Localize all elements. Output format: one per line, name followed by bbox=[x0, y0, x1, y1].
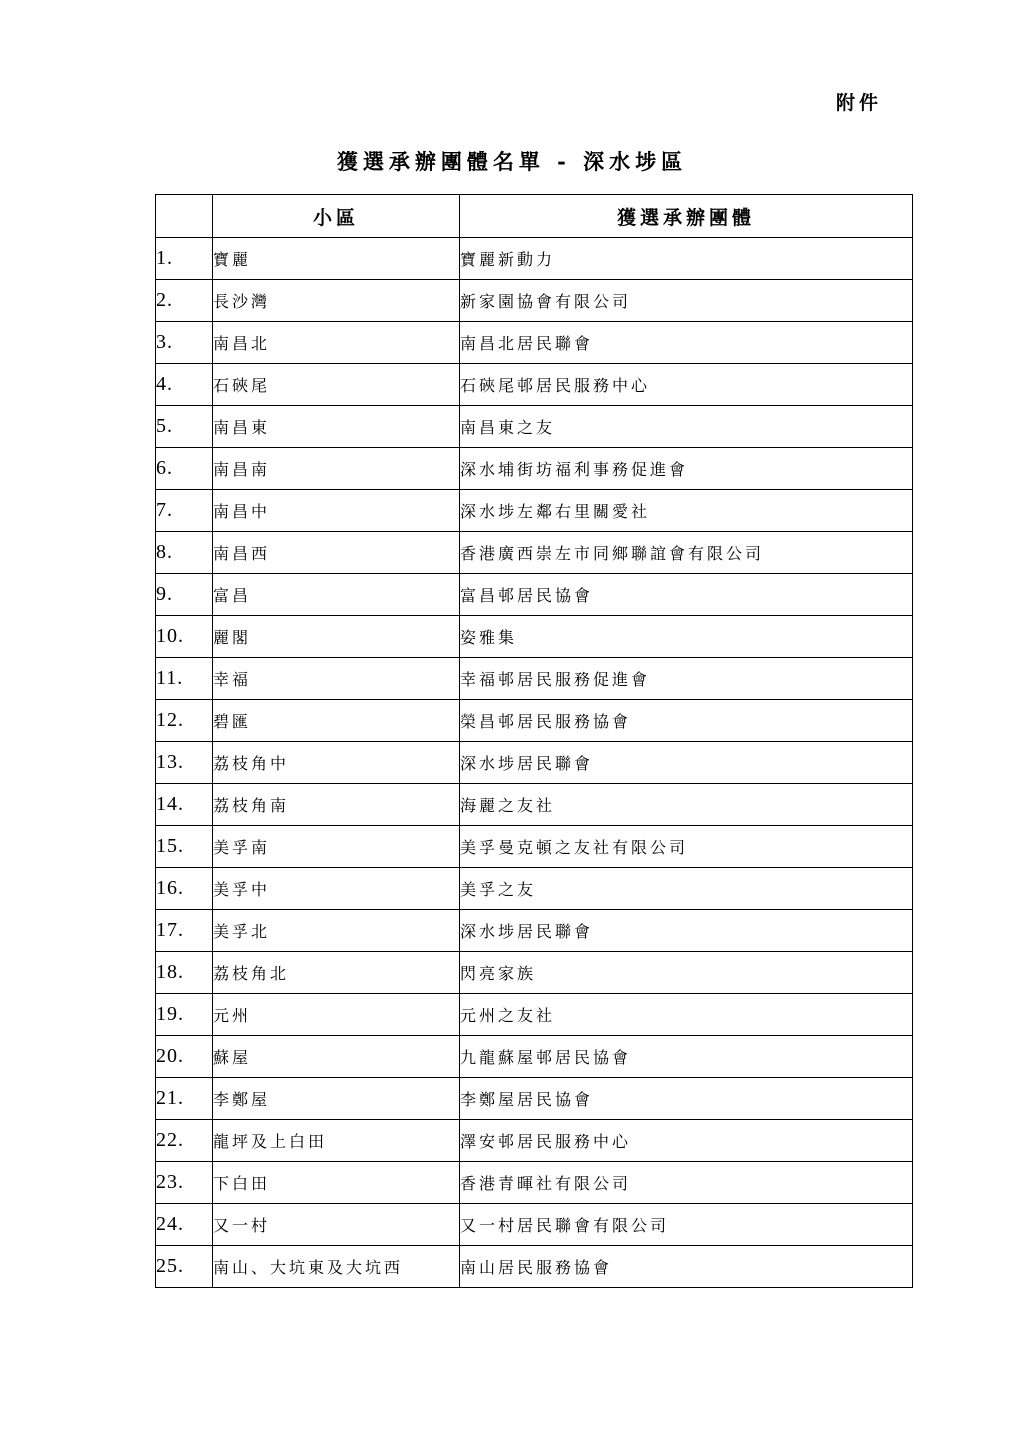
row-number: 21. bbox=[156, 1078, 213, 1120]
table-row bbox=[156, 1036, 913, 1078]
organisation-cell: 寶麗新動力 bbox=[460, 238, 913, 280]
table-row bbox=[156, 238, 913, 280]
district-cell: 南山、大坑東及大坑西 bbox=[213, 1246, 460, 1288]
row-number: 20. bbox=[156, 1036, 213, 1078]
district-cell: 麗閣 bbox=[213, 616, 460, 658]
organisation-cell: 香港青暉社有限公司 bbox=[460, 1162, 913, 1204]
organisation-cell: 富昌邨居民協會 bbox=[460, 574, 913, 616]
row-number: 7. bbox=[156, 490, 213, 532]
table-row bbox=[156, 910, 913, 952]
organisation-cell: 又一村居民聯會有限公司 bbox=[460, 1204, 913, 1246]
district-cell: 南昌中 bbox=[213, 490, 460, 532]
table-row bbox=[156, 448, 913, 490]
district-cell: 下白田 bbox=[213, 1162, 460, 1204]
organisation-cell: 美孚曼克頓之友社有限公司 bbox=[460, 826, 913, 868]
row-number: 8. bbox=[156, 532, 213, 574]
organisation-cell: 李鄭屋居民協會 bbox=[460, 1078, 913, 1120]
organisation-cell: 南昌東之友 bbox=[460, 406, 913, 448]
district-cell: 美孚北 bbox=[213, 910, 460, 952]
organisation-cell: 南昌北居民聯會 bbox=[460, 322, 913, 364]
district-cell: 美孚南 bbox=[213, 826, 460, 868]
organisation-cell: 幸福邨居民服務促進會 bbox=[460, 658, 913, 700]
table-row bbox=[156, 742, 913, 784]
district-cell: 南昌西 bbox=[213, 532, 460, 574]
table-row bbox=[156, 700, 913, 742]
organisation-cell: 海麗之友社 bbox=[460, 784, 913, 826]
row-number: 17. bbox=[156, 910, 213, 952]
row-number: 25. bbox=[156, 1246, 213, 1288]
table-row bbox=[156, 868, 913, 910]
district-cell: 荔枝角北 bbox=[213, 952, 460, 994]
organisation-cell: 九龍蘇屋邨居民協會 bbox=[460, 1036, 913, 1078]
organisation-cell: 新家園協會有限公司 bbox=[460, 280, 913, 322]
district-cell: 又一村 bbox=[213, 1204, 460, 1246]
row-number: 23. bbox=[156, 1162, 213, 1204]
row-number: 4. bbox=[156, 364, 213, 406]
row-number: 24. bbox=[156, 1204, 213, 1246]
organisation-cell: 榮昌邨居民服務協會 bbox=[460, 700, 913, 742]
table-row bbox=[156, 784, 913, 826]
row-number: 16. bbox=[156, 868, 213, 910]
table-row bbox=[156, 1204, 913, 1246]
row-number: 12. bbox=[156, 700, 213, 742]
district-cell: 元州 bbox=[213, 994, 460, 1036]
table-row bbox=[156, 1246, 913, 1288]
district-cell: 富昌 bbox=[213, 574, 460, 616]
row-number: 19. bbox=[156, 994, 213, 1036]
table-body bbox=[156, 238, 913, 1288]
table-row bbox=[156, 994, 913, 1036]
table-row bbox=[156, 322, 913, 364]
district-cell: 長沙灣 bbox=[213, 280, 460, 322]
row-number: 3. bbox=[156, 322, 213, 364]
organisation-cell: 南山居民服務協會 bbox=[460, 1246, 913, 1288]
table-header bbox=[156, 195, 913, 238]
table-row bbox=[156, 532, 913, 574]
table-row bbox=[156, 574, 913, 616]
organisation-cell: 深水埔街坊福利事務促進會 bbox=[460, 448, 913, 490]
table-row bbox=[156, 1162, 913, 1204]
document-title: 獲選承辦團體名單 - 深水埗區 bbox=[336, 149, 688, 174]
district-cell: 美孚中 bbox=[213, 868, 460, 910]
organisation-cell: 深水埗居民聯會 bbox=[460, 742, 913, 784]
table-row bbox=[156, 364, 913, 406]
row-number: 1. bbox=[156, 238, 213, 280]
row-number: 6. bbox=[156, 448, 213, 490]
organisation-cell: 香港廣西崇左市同鄉聯誼會有限公司 bbox=[460, 532, 913, 574]
row-number: 9. bbox=[156, 574, 213, 616]
row-number: 15. bbox=[156, 826, 213, 868]
district-cell: 幸福 bbox=[213, 658, 460, 700]
district-cell: 荔枝角中 bbox=[213, 742, 460, 784]
organisation-cell: 深水埗左鄰右里關愛社 bbox=[460, 490, 913, 532]
organisation-cell: 閃亮家族 bbox=[460, 952, 913, 994]
table-row bbox=[156, 406, 913, 448]
district-cell: 李鄭屋 bbox=[213, 1078, 460, 1120]
table-row bbox=[156, 616, 913, 658]
row-number: 18. bbox=[156, 952, 213, 994]
table-row bbox=[156, 280, 913, 322]
organisation-cell: 深水埗居民聯會 bbox=[460, 910, 913, 952]
district-cell: 碧匯 bbox=[213, 700, 460, 742]
header-row bbox=[156, 195, 913, 238]
row-number: 13. bbox=[156, 742, 213, 784]
table-row bbox=[156, 490, 913, 532]
row-number: 14. bbox=[156, 784, 213, 826]
row-number: 22. bbox=[156, 1120, 213, 1162]
row-number: 5. bbox=[156, 406, 213, 448]
organisation-cell: 澤安邨居民服務中心 bbox=[460, 1120, 913, 1162]
table-row bbox=[156, 826, 913, 868]
table-row bbox=[156, 1120, 913, 1162]
table-row bbox=[156, 952, 913, 994]
header-number bbox=[156, 195, 213, 238]
row-number: 11. bbox=[156, 658, 213, 700]
header-district: 小區 bbox=[213, 195, 460, 238]
row-number: 2. bbox=[156, 280, 213, 322]
district-cell: 南昌東 bbox=[213, 406, 460, 448]
table-row bbox=[156, 1078, 913, 1120]
organisation-cell: 姿雅集 bbox=[460, 616, 913, 658]
annex-label: 附件 bbox=[835, 92, 882, 114]
header-organisation: 獲選承辦團體 bbox=[460, 195, 913, 238]
district-cell: 南昌南 bbox=[213, 448, 460, 490]
organisation-table bbox=[155, 194, 913, 1288]
district-cell: 龍坪及上白田 bbox=[213, 1120, 460, 1162]
district-cell: 南昌北 bbox=[213, 322, 460, 364]
district-cell: 石硤尾 bbox=[213, 364, 460, 406]
district-cell: 寶麗 bbox=[213, 238, 460, 280]
organisation-cell: 石硤尾邨居民服務中心 bbox=[460, 364, 913, 406]
district-cell: 蘇屋 bbox=[213, 1036, 460, 1078]
organisation-cell: 美孚之友 bbox=[460, 868, 913, 910]
district-cell: 荔枝角南 bbox=[213, 784, 460, 826]
row-number: 10. bbox=[156, 616, 213, 658]
table-row bbox=[156, 658, 913, 700]
organisation-cell: 元州之友社 bbox=[460, 994, 913, 1036]
